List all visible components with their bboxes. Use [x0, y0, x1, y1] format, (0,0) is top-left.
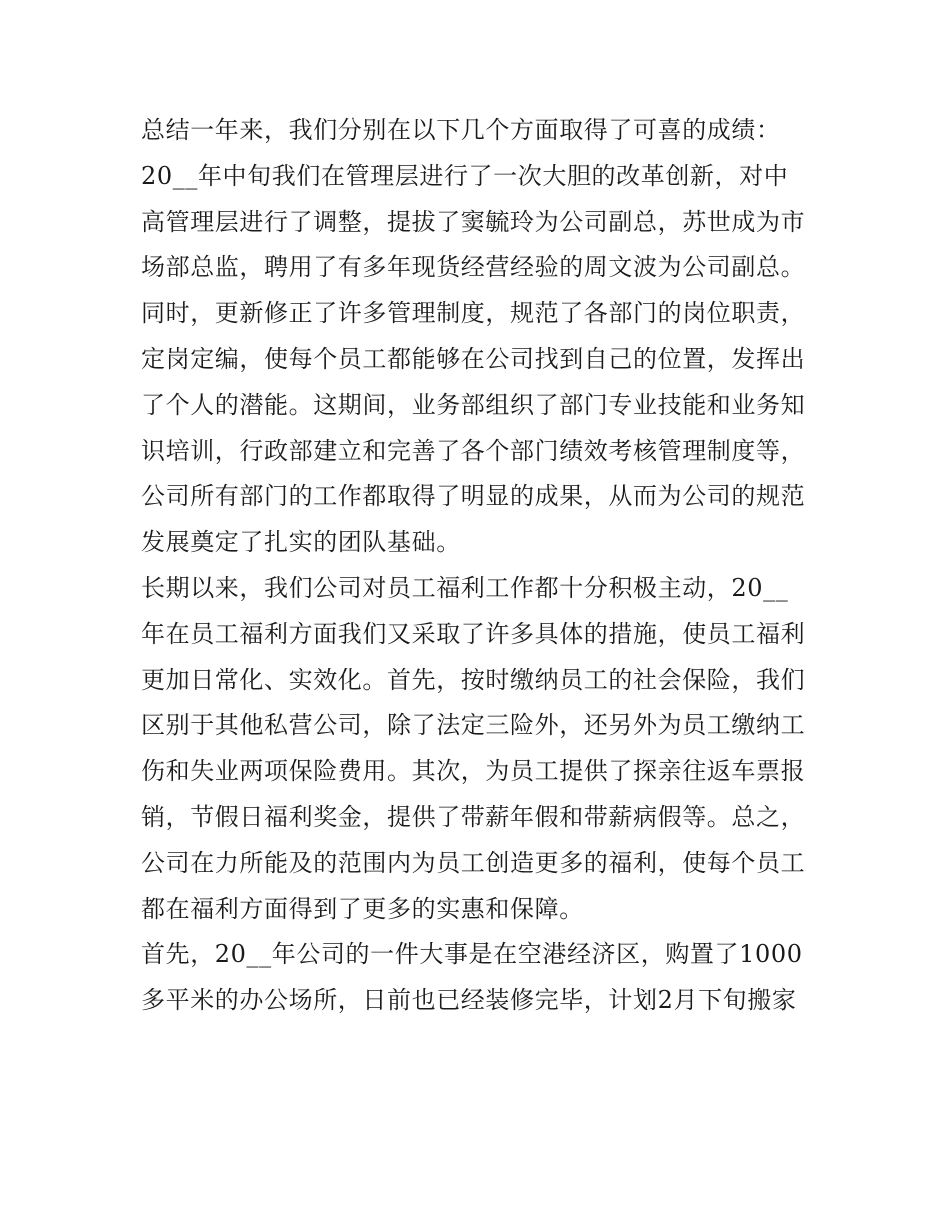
document-body [141, 108, 821, 1024]
text-line: 更加日常化、实效化。首先，按时缴纳员工的社会保险，我们 [141, 665, 806, 694]
text-line: 20__年中旬我们在管理层进行了一次大胆的改革创新，对中 [141, 161, 789, 190]
text-line: 伤和失业两项保险费用。其次，为员工提供了探亲往返车票报 [141, 757, 806, 786]
text-line: 年在员工福利方面我们又采取了许多具体的措施，使员工福利 [141, 619, 806, 648]
text-line: 高管理层进行了调整，提拔了窦毓玲为公司副总，苏世成为市 [141, 207, 806, 236]
text-line: 都在福利方面得到了更多的实惠和保障。 [141, 894, 584, 923]
text-line: 销，节假日福利奖金，提供了带薪年假和带薪病假等。总之， [141, 802, 806, 831]
text-line: 长期以来，我们公司对员工福利工作都十分积极主动，20__ [141, 573, 789, 602]
text-line: 了个人的潜能。这期间，业务部组织了部门专业技能和业务知 [141, 390, 806, 419]
text-line: 多平米的办公场所，日前也已经装修完毕，计划2月下旬搬家 [141, 986, 797, 1015]
text-line: 识培训，行政部建立和完善了各个部门绩效考核管理制度等， [141, 436, 806, 465]
text-line: 公司所有部门的工作都取得了明显的成果，从而为公司的规范 [141, 482, 806, 511]
text-line: 同时，更新修正了许多管理制度，规范了各部门的岗位职责， [141, 299, 806, 328]
text-line: 总结一年来，我们分别在以下几个方面取得了可喜的成绩： [141, 116, 781, 144]
text-line: 发展奠定了扎实的团队基础。 [141, 528, 461, 557]
text-line: 定岗定编，使每个员工都能够在公司找到自己的位置，发挥出 [141, 344, 806, 373]
text-line: 场部总监，聘用了有多年现货经营经验的周文波为公司副总。 [141, 253, 806, 282]
text-line: 首先，20__年公司的一件大事是在空港经济区，购置了1000 [141, 940, 803, 969]
text-line: 区别于其他私营公司，除了法定三险外，还另外为员工缴纳工 [141, 711, 806, 740]
text-line: 公司在力所能及的范围内为员工创造更多的福利，使每个员工 [141, 848, 806, 877]
